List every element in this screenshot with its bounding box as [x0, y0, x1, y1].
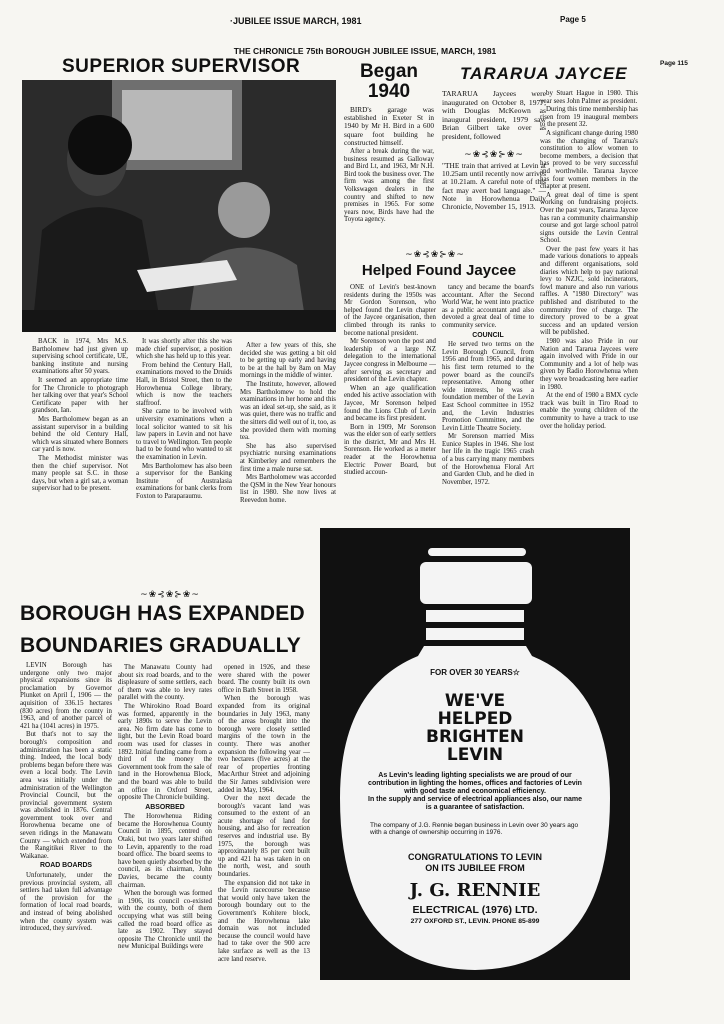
- advert-body-1: As Levin's leading lighting specialists we are proud of our contribution in lighting the homes, offices and factories of Levin with good taste and economical efficiency.: [368, 772, 582, 795]
- superior-col1-p3: Mrs Bartholomew began as an assistant supervisor in a building behind the old Century Hall, which was situated where Bonners car yard is now.: [32, 415, 128, 454]
- borough-col3-p1: opened in 1926, and these were shared with the power board. The county built its own office in Bath Street in 1958.: [218, 664, 310, 694]
- borough-col-1: [20, 662, 112, 1008]
- superior-col3-p4: Mrs Bartholomew was accorded the QSM in the New Year honours list in 1980. She now lives at Reevedon home.: [240, 474, 336, 504]
- superior-headline: SUPERIOR SUPERVISOR: [62, 56, 301, 77]
- advert-headline: [380, 692, 570, 764]
- advert-body-2: In the supply and service of electrical appliances also, our name is a guarantee of satisfaction.: [368, 796, 582, 811]
- superior-col3-p3: She has also supervised psychiatric nursing examinations at Kimberley and remembers the first time a male nurse sat.: [240, 442, 336, 473]
- advert-body: [366, 772, 584, 812]
- superior-col1-p2: It seemed an appropriate time for The Chronicle to photograph her talking over that year's School Certificate paper with her grandson, Ian.: [32, 376, 128, 415]
- advert-head-1: WE'VE: [444, 691, 506, 711]
- borough-col3-p3: Over the next decade the borough's vacant land was consumed to the extent of an acute shortage of land for housing, and also for recreation reserves and industrial use. By 1975, the borough was approximately 85 per cent built up and 421 ha was taken in on the north, west, and south boundaries.: [218, 795, 310, 879]
- superior-col3-p2: The Institute, however, allowed Mrs Bartholomew to hold the examinations in her home and this was an ideal set-up, she said, as it was quiet, there was no traffic and the sitters did well out of it, too, as she provided them with morning tea.: [240, 380, 336, 442]
- advert-head-3: BRIGHTEN: [426, 727, 524, 747]
- advert-head-4: LEVIN: [446, 745, 504, 765]
- superior-col2-p1: It was shortly after this she was made chief supervisor, a position which she has held up to this year.: [136, 338, 232, 361]
- borough-absorbed-subhead: ABSORBED: [145, 803, 185, 811]
- began-p1: BIRD's garage was established in Exeter St in 1940 by Mr H. Bird in a 600 square foot building he constructed himself.: [344, 106, 434, 147]
- advert-company-sub: ELECTRICAL (1976) LTD.: [412, 904, 538, 916]
- borough-col-3: [218, 664, 310, 1010]
- helped-col1-p4: Born in 1909, Mr Sorenson was the elder son of early settlers in the district, Mr and Mrs H. Sorenson. He worked as a meter reader at the Horowhenua Electric Power Board, but studied accoun-: [344, 423, 436, 477]
- inner-page-number: Page 115: [660, 60, 688, 67]
- advert-congrats: [370, 852, 580, 874]
- tararua-right-p6: 1980 was also Pride in our Nation and Tararua Jaycees were again involved with Pride in our Community and a lot of help was given by Radio Horowhenua when they were broadcasting here earlier in 1980.: [540, 338, 638, 391]
- advert-tag: FOR OVER 30 YEARS☆: [430, 668, 520, 677]
- borough-col1-p1: LEVIN Borough has undergone only two major physical expansions since its proclamation by Governor Plunket on April 1, 1906 — the aquisition of 336.15 hectares (830 acres) from the county in 1963, and of another parcel of 421 ha (1041 acres) in 1975.: [20, 662, 112, 730]
- helped-ornament: ~❀⊰❀⊱❀~: [405, 250, 465, 260]
- began-body: [344, 106, 434, 242]
- tararua-intro: TARARUA Jaycees were inaugurated on October 8, 1977, with Douglas McKeown as inaugural president, 1979 saw Brian Gilbert take over as president, followed: [442, 90, 546, 141]
- advert-congrats-1: CONGRATULATIONS TO LEVIN: [408, 852, 542, 862]
- superior-col1-p4: The Methodist minister was then the chief supervisor. Not many people sat S.C. in those days, but when a girl sat, a woman supervisor had to be present.: [32, 454, 128, 493]
- helped-col1-p1: ONE of Levin's best-known residents during the 1950s was Mr Gordon Sorenson, who helped found the Levin chapter of the Jaycee organisation, then climbed through its ranks to become national president.: [344, 284, 436, 337]
- tararua-right-p3: A significant change during 1980 was the changing of Tararua's constitution to allow women to become members, a decision that has proved to be very successful and worthwhile. Tararua Jaycee has four women members in the chapter at present.: [540, 129, 638, 191]
- began-headline: [344, 62, 434, 102]
- advert-head-2: HELPED: [437, 709, 513, 729]
- advert-company-name: J. G. RENNIE: [409, 880, 541, 901]
- helped-council-subhead: COUNCIL: [472, 331, 504, 339]
- superior-col2-p3: She came to be involved with university examinations when a local solicitor wanted to sit his law papers in Levin and not have to travel to Wellington. Ten people had to be found who wanted to sit the examination in Levin.: [136, 408, 232, 461]
- tararua-headline: TARARUA JAYCEE: [460, 64, 628, 83]
- superior-col2-p4: Mrs Bartholomew has also been a supervisor for the Banking Institute of Australasia examinations for bank clerks from Foxton to Paraparaumu.: [136, 462, 232, 500]
- helped-col-1: [344, 284, 436, 524]
- began-headline-line1: Began: [359, 61, 419, 82]
- borough-col2-p4: When the borough was formed in 1906, its council co-existed with the county, both of them occupying what was still being called the road board office as late as 1902. They stayed opposite The Chronicle until the new Municipal Buildings were: [118, 890, 212, 951]
- borough-col3-p4: The expansion did not take in the Levin racecourse because that would only have taken the borough boundary out to the Government's Kohitere block, and the Horowhenua lake domain was not included because the council would have had to take over the 900 acre lake surface as well as the 13 acre land reserve.: [218, 879, 310, 963]
- helped-col2-p2: Mr Sorenson married Miss Eunice Staples in 1946. She lost her life in the tragic 1965 crash of a bus carrying many members of the Horowhenua Floral Art and Garden Club, and he died in November, 1972.: [442, 433, 534, 486]
- helped-col1-p2: Mr Sorenson won the post and leadership of a large NZ delegation to the international Jaycee congress in Melbourne — after serving as secretary and president of the Levin chapter.: [344, 338, 436, 384]
- masthead: THE CHRONICLE 75th BOROUGH JUBILEE ISSUE, MARCH, 1981: [233, 46, 497, 56]
- photo-bartholomew: [22, 80, 336, 332]
- tararua-ornament: ~❀⊰❀⊱❀~: [464, 150, 524, 160]
- borough-headline-2: BOUNDARIES GRADUALLY: [20, 634, 301, 657]
- borough-ornament: ~❀⊰❀⊱❀~: [140, 590, 200, 600]
- superior-col1-p1: BACK in 1974, Mrs M.S. Bartholomew had just given up supervising school certificate, UE, banking institute and nursing examinations after 50 years.: [32, 338, 128, 376]
- superior-col-2: [136, 338, 232, 586]
- tararua-right-p1: by Stuart Hague in 1980. This year sees John Palmer as president.: [540, 90, 638, 105]
- advert-congrats-2: ON ITS JUBILEE FROM: [425, 863, 525, 873]
- photo-image: [22, 80, 336, 332]
- advert-address: 277 OXFORD ST., LEVIN. PHONE 85-899: [410, 918, 540, 925]
- borough-road-boards-subhead: ROAD BOARDS: [39, 862, 93, 870]
- borough-col3-p2: When the borough was expanded from its original boundaries in July 1963, many of the areas brought into the borough were closely settled margins of the town in the county. There was another expansion the following year — two hectares (five acres) at the rear of properties fronting MacArthur Street and adjoining the Sir James subdivision were added in May, 1964.: [218, 695, 310, 794]
- helped-headline: Helped Found Jaycee: [361, 262, 517, 279]
- borough-col2-p1: The Manawatu County had about six road boards, and to the displeasure of some settlers, each of them was able to levy rates parallel with the county.: [118, 664, 212, 702]
- borough-col2-p3: The Horowhenua Riding became the Horowhenua County Council in 1895, centred on Otaki, but two years later shifted to Levin, apparently to the road board office. The board seems to have been quietly absorbed by the council, as its chairman, John Davies, became the county chairman.: [118, 813, 212, 889]
- tararua-right-p4: A great deal of time is spent working on fundraising projects. Over the past years, Tararua Jaycee has ran a community chairmanship course and got large school patrol signs outside the Levin Central School.: [540, 191, 638, 245]
- began-headline-line2: 1940: [367, 81, 411, 102]
- issue-line: ·JUBILEE ISSUE MARCH, 1981: [230, 16, 362, 26]
- rennie-advert: [320, 528, 630, 980]
- borough-col1-p3: Unfortunately, under the previous provincial system, all settlers had taken full advantage of the provision for the formation of local road boards, and instead of being abolished when the county system was introduced, they survived.: [20, 872, 112, 933]
- advert-note: The company of J.G. Rennie began business in Levin over 30 years ago with a change of ownership occurring in 1976.: [370, 822, 579, 837]
- helped-col-2: [442, 284, 534, 524]
- page-number: Page 5: [560, 15, 586, 24]
- borough-col2-p2: The Whirokino Road Board was formed, apparently in the early 1890s to serve the Levin area. No firm date has come to light, but the Levin Road board room was used for classes in 1892. Initial funding came from a third of the money the Government took from the sale of land in the Horowhenua Block, and the board was able to build an office in Oxford Street, opposite The Chronicle building.: [118, 702, 212, 802]
- superior-col-1: [32, 338, 128, 586]
- superior-col2-p2: From behind the Century Hall, examinations moved to the Druids Hall, in Bristol Street, then to the Horowhenua College library, which is now the teachers staffroof.: [136, 361, 232, 407]
- superior-col3-p1: After a few years of this, she decided she was getting a bit old to be getting up early and having to be at the hall by 8am on May mornings in the middle of winter.: [240, 342, 336, 380]
- tararua-right-p2: During this time membership has risen from 19 inaugural members to the present 32.: [540, 106, 638, 129]
- tararua-right-p7: At the end of 1980 a BMX cycle track was built in Tiro Road to enable the young children of the community to have a track to use over the holiday period.: [540, 392, 638, 430]
- helped-col2-top: tancy and became the board's accountant. After the Second World War, he went into practice as a public accountant and also devoted a great deal of time to community service.: [442, 284, 534, 329]
- borough-headline-1: BOROUGH HAS EXPANDED: [20, 602, 305, 625]
- helped-col2-p1: He served two terms on the Levin Borough Council, from 1956 and from 1965, and during his first term returned to the power board as the council's representative. Among other wide interests, he was a foundation member of the Levin East School committee in 1952 and, the Levin Industries Promotion Committee, and the Levin Little Theatre Society.: [442, 341, 534, 432]
- tararua-right-p5: Over the past few years it has made various donations to appeals and different organisations, sold diaries which help to pay national levy to NZJC, sold incinerators, fowl manure and also run various raffles. A "1980 Directory" was published and distributed to the community free of charge. The directory proved to be a great success and an updated version will be published.: [540, 245, 638, 337]
- began-p2: After a break during the war, business resumed as Galloway and Bird Lt, and 1963, Mr N.H. Bird took the business over. The firm was among the first Volkswagen dealers in the country and shifted to new premises in 1965. For some years now, Birds have had the Toyota agency.: [344, 148, 434, 224]
- borough-col1-p2: But that's not to say the borough's composition and administration has been a static thing. Indeed, the local body problems began before there was even a local body. The Levin area was initially under the administration of the Wellington Provincial Council, but the provincial government system was abolished in 1876. Central government took over and Horowhenua became one of seven ridings in the Manawatu County — which extended from the Rangitikei River to the Waikanae.: [20, 731, 112, 860]
- borough-col-2: [118, 664, 212, 1010]
- tararua-col-right: [540, 90, 638, 522]
- helped-col1-p3: When an age qualification ended his active association with Jaycee, Mr Sorenson helped found the Lions Club of Levin and became its first president.: [344, 384, 436, 423]
- tararua-quote: "THE train that arrived at Levin at 10.25am until recently now arrives at 10.21am. A careful note of this fact may avert bad language." — Note in Horowhenua Daily Chronicle, November 15, 1913.: [442, 162, 546, 212]
